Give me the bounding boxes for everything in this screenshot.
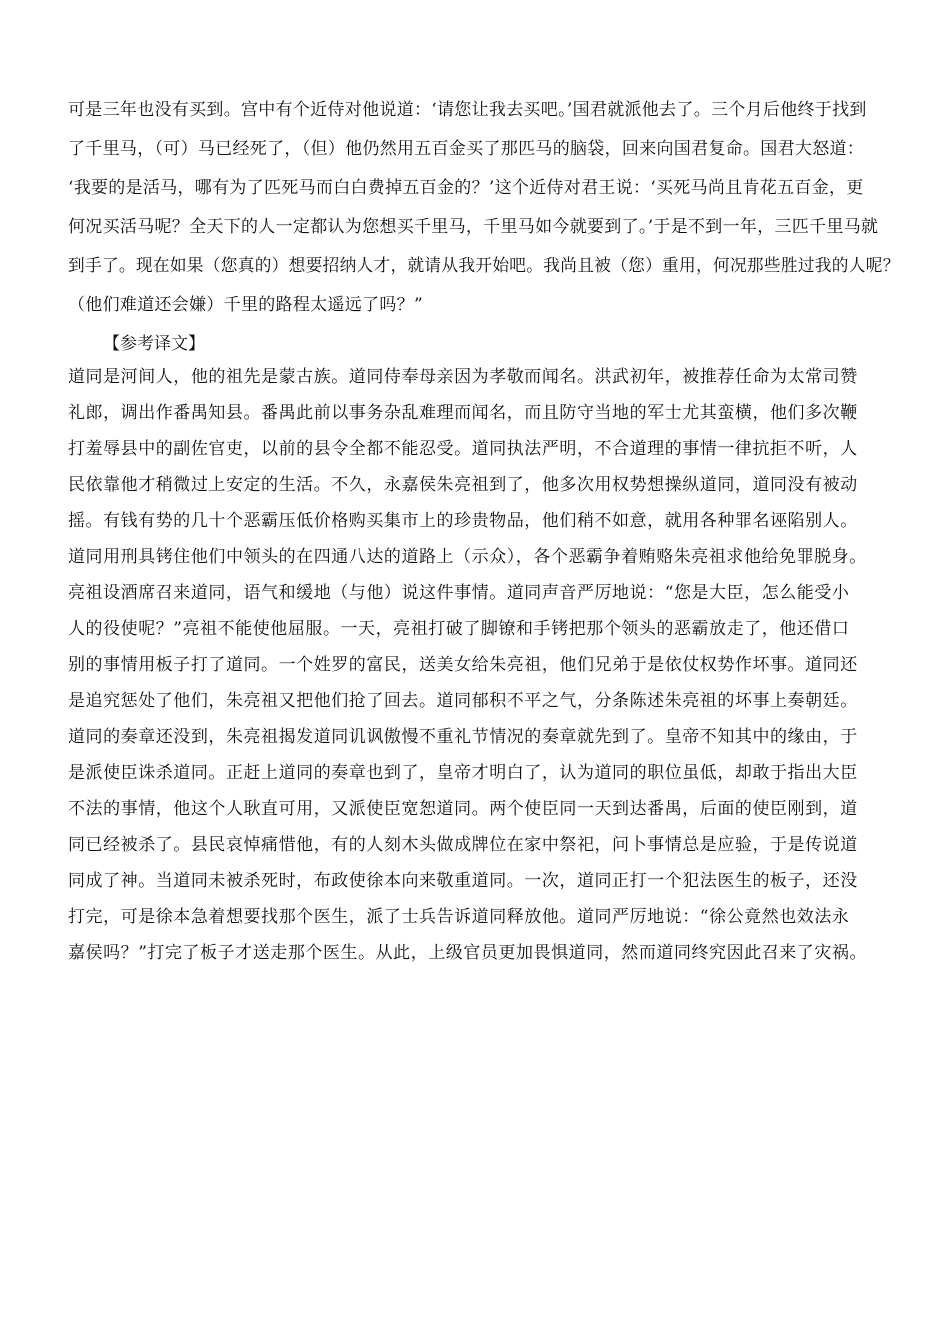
body-line-5: 摇。有钱有势的几十个恶霸压低价格购买集市上的珍贵物品，他们稍不如意，就用各种罪名诬陷别人。: [68, 511, 858, 531]
body-line-3: 打羞辱县中的副佐官吏，以前的县令全都不能忍受。道同执法严明，不合道理的事情一律抗拒不听，人: [68, 439, 858, 459]
body-line-2: 礼郎，调出作番禺知县。番禺此前以事务杂乱难理而闻名，而且防守当地的军士尤其蛮横，他们多次鞭: [68, 403, 858, 423]
body-line-7: 亮祖设酒席召来道同，语气和缓地（与他）说这件事情。道同声音严厉地说：“您是大臣，怎么能受小: [68, 583, 850, 603]
body-line-6: 道同用刑具铐住他们中领头的在四通八达的道路上（示众），各个恶霸争着贿赂朱亮祖求他给免罪脱身。: [68, 547, 867, 567]
body-line-10: 是追究惩处了他们，朱亮祖又把他们抢了回去。道同郁积不平之气，分条陈述朱亮祖的坏事上奏朝廷。: [68, 691, 858, 711]
upper-line-6: （他们难道还会嫌）千里的路程太遥远了吗？”: [68, 295, 423, 315]
upper-line-4: 何况买活马呢？全天下的人一定都认为您想买千里马，千里马如今就要到了。’于是不到一年，三匹千里马就: [68, 217, 879, 237]
upper-line-1: 可是三年也没有买到。宫中有个近侍对他说道：‘请您让我去买吧。’国君就派他去了。三个月后他终于找到: [68, 100, 867, 120]
body-line-11: 道同的奏章还没到，朱亮祖揭发道同讥讽傲慢不重礼节情况的奏章就先到了。皇帝不知其中的缘由，于: [68, 727, 858, 747]
body-line-13: 不法的事情，他这个人耿直可用，又派使臣宽恕道同。两个使臣同一天到达番禺，后面的使臣刚到，道: [68, 799, 858, 819]
body-line-8: 人的役使呢？”亮祖不能使他屈服。一天，亮祖打破了脚镣和手铐把那个领头的恶霸放走了，他还借口: [68, 619, 850, 639]
body-line-15: 同成了神。当道同未被杀死时，布政使徐本向来敬重道同。一次，道同正打一个犯法医生的板子，还没: [68, 871, 858, 891]
section-heading: 【参考译文】: [103, 334, 205, 354]
body-line-16: 打完，可是徐本急着想要找那个医生，派了士兵告诉道同释放他。道同严厉地说：“徐公竟然也效法永: [68, 907, 850, 927]
body-line-9: 别的事情用板子打了道同。一个姓罗的富民，送美女给朱亮祖，他们兄弟于是依仗权势作坏事。道同还: [68, 655, 858, 675]
upper-line-2: 了千里马，（可）马已经死了，（但）他仍然用五百金买了那匹马的脑袋，回来向国君复命。国君大怒道：: [68, 139, 865, 159]
body-line-1: 道同是河间人，他的祖先是蒙古族。道同侍奉母亲因为孝敬而闻名。洪武初年，被推荐任命为太常司赞: [68, 367, 858, 387]
body-line-14: 同已经被杀了。县民哀悼痛惜他，有的人刻木头做成牌位在家中祭祀，问卜事情总是应验，于是传说道: [68, 835, 858, 855]
body-line-17: 嘉侯吗？”打完了板子才送走那个医生。从此，上级官员更加畏惧道同，然而道同终究因此召来了灾祸。: [68, 943, 867, 963]
upper-line-3: ‘我要的是活马，哪有为了匹死马而白白费掉五百金的？’这个近侍对君王说：‘买死马尚且肯花五百金，更: [68, 178, 864, 198]
body-line-4: 民依靠他才稍微过上安定的生活。不久，永嘉侯朱亮祖到了，他多次用权势想操纵道同，道同没有被动: [68, 475, 858, 495]
upper-line-5: 到手了。现在如果（您真的）想要招纳人才，就请从我开始吧。我尚且被（您）重用，何况那些胜过我的人呢？: [68, 256, 900, 276]
body-line-12: 是派使臣诛杀道同。正赶上道同的奏章也到了，皇帝才明白了，认为道同的职位虽低，却敢于指出大臣: [68, 763, 858, 783]
